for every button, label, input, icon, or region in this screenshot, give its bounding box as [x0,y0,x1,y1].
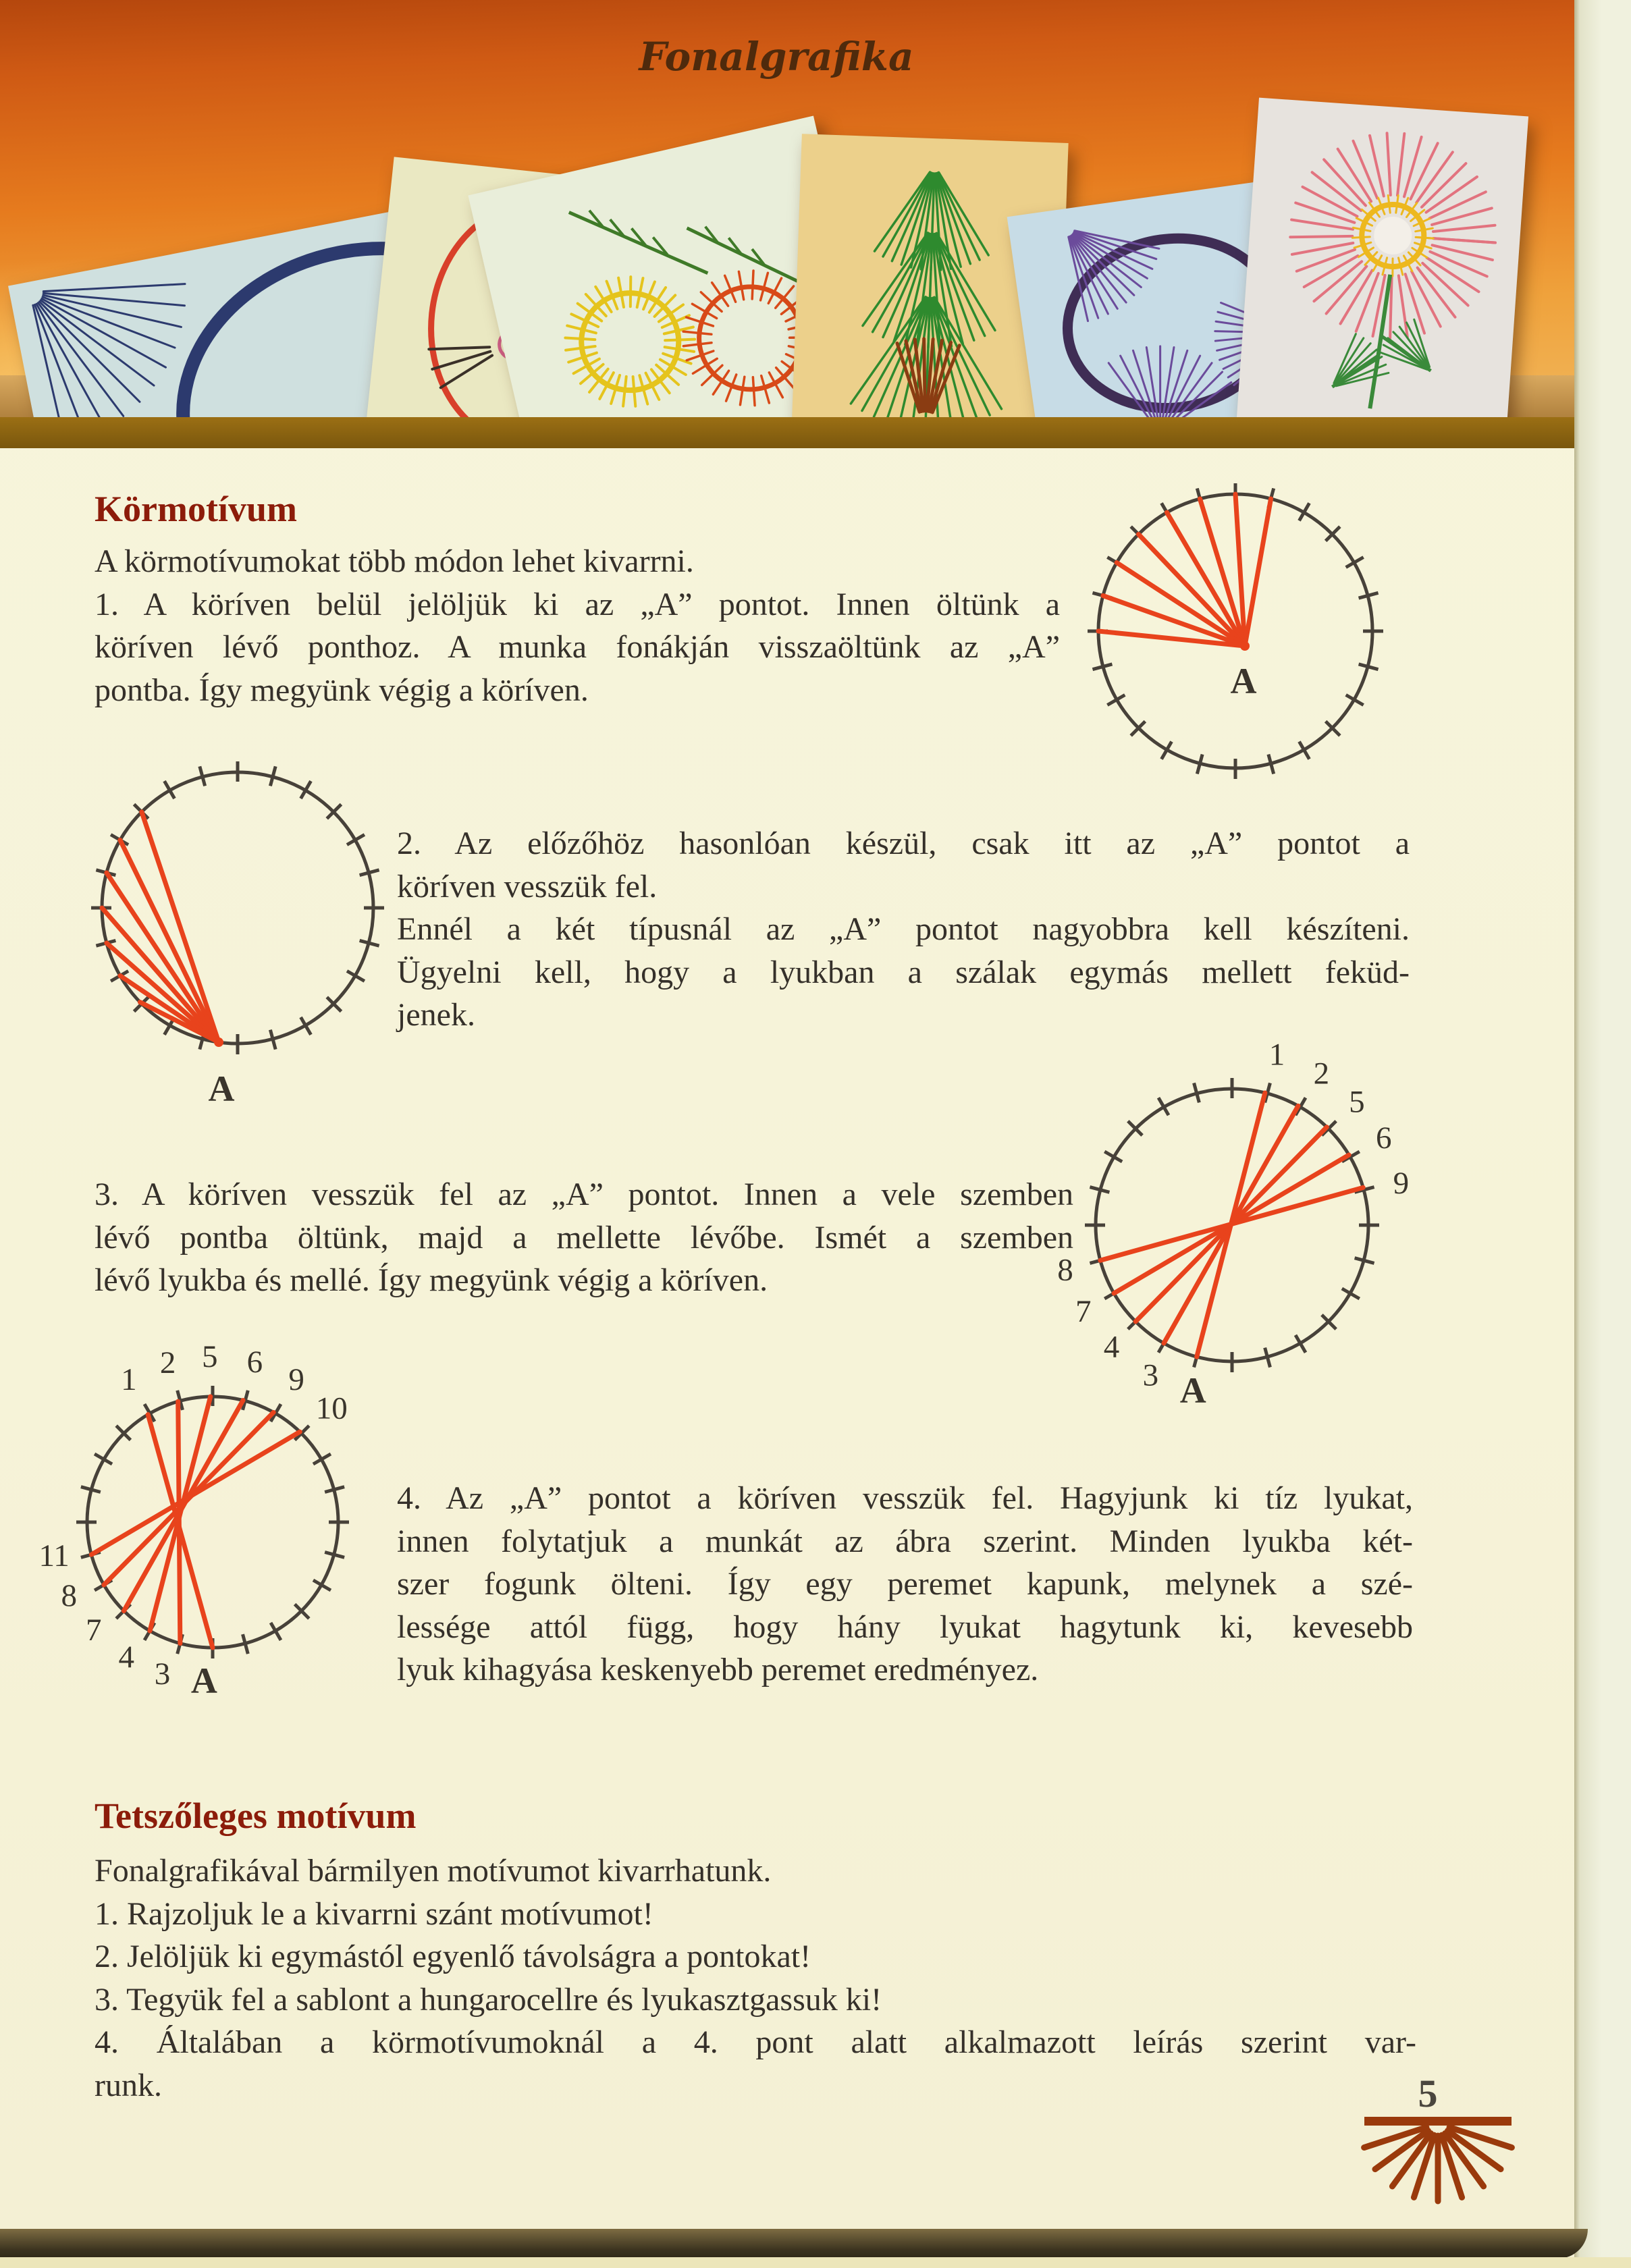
svg-text:3: 3 [154,1656,171,1692]
diagram-rim-point-fan [34,705,441,1114]
svg-text:A: A [208,1069,235,1109]
diagram-skip-ten [20,1329,406,1719]
text-line: köríven vesszük fel. [397,868,658,905]
paragraph-5 [95,1850,1416,2107]
text-line: innen folytatjuk a munkát az ábra szerint. Minden lyukba két- [397,1523,1413,1559]
text-line: lévő lyukba és mellé. Így megyünk végig a köríven. [95,1262,768,1298]
svg-text:9: 9 [288,1362,304,1398]
text-line: pontba. Így megyünk végig a köríven. [95,672,589,708]
page-number: 5 [1418,2072,1438,2115]
text-line: 2. Az előzőhöz hasonlóan készül, csak itt az „A” pontot a [397,826,1410,861]
text-line: lessége attól függ, hogy hány lyukat hagytunk ki, kevesebb [397,1609,1413,1645]
paragraph-4 [397,1477,1413,1692]
svg-text:7: 7 [85,1613,102,1648]
svg-text:1: 1 [1268,1037,1285,1073]
string-art-flower-motif [1237,98,1528,417]
diagram-opposite-stitch [1028,1021,1436,1432]
svg-text:A: A [190,1660,217,1702]
paragraph-1 [95,540,1060,711]
header-photo [0,0,1574,417]
svg-text:2: 2 [159,1345,176,1381]
svg-text:9: 9 [1393,1165,1410,1201]
text-line: köríven lévő ponthoz. A munka fonákján visszaöltünk az „A” [95,629,1060,665]
fan-decoration-icon [1354,2111,1522,2213]
text-line: Ügyelni kell, hogy a lyukban a szálak egymás mellett feküd- [397,954,1410,990]
card-pink-flower [1237,98,1528,417]
svg-text:A: A [1230,661,1257,701]
diagram-inner-point-fan [1031,427,1440,839]
svg-text:8: 8 [1057,1252,1073,1288]
text-line: szer fogunk ölteni. Így egy peremet kapunk, melynek a szé- [397,1566,1413,1602]
svg-text:1: 1 [121,1362,137,1398]
svg-text:7: 7 [1075,1294,1092,1330]
text-line: runk. [95,2067,162,2103]
text-line: lyuk kihagyása keskenyebb peremet eredményez. [397,1652,1039,1688]
text-line: 2. Jelöljük ki egymástól egyenlő távolságra a pontokat! [95,1939,811,1974]
text-line: A körmotívumokat több módon lehet kivarrni. [95,543,694,579]
svg-text:A: A [1179,1370,1206,1411]
page-edge [1574,0,1631,2268]
paragraph-3 [95,1173,1073,1302]
paragraph-2 [397,822,1410,1037]
scan-background [0,2257,1631,2268]
svg-text:10: 10 [315,1390,348,1426]
section-heading-kormotivum: Körmotívum [95,489,297,529]
text-line: 3. A köríven vesszük fel az „A” pontot. Innen a vele szemben [95,1177,1073,1212]
text-line: Ennél a két típusnál az „A” pontot nagyobbra kell készíteni. [397,911,1410,947]
svg-text:4: 4 [118,1640,135,1675]
text-line: 4. Általában a körmotívumoknál a 4. pont alatt alkalmazott leírás szerint var- [95,2024,1416,2060]
svg-text:11: 11 [38,1538,70,1573]
text-line: Fonalgrafikával bármilyen motívumot kivarrhatunk. [95,1853,772,1889]
text-line: 3. Tegyük fel a sablont a hungarocellre és lyukasztgassuk ki! [95,1981,882,2018]
svg-text:6: 6 [246,1344,263,1380]
text-line: 4. Az „A” pontot a köríven vesszük fel. Hagyjunk ki tíz lyukat, [397,1480,1413,1516]
svg-text:5: 5 [202,1339,218,1374]
text-line: 1. A köríven belül jelöljük ki az „A” pontot. Innen öltünk a [95,586,1060,622]
text-line: jenek. [397,997,475,1033]
text-line: lévő pontba öltünk, majd a mellette lévőbe. Ismét a szemben [95,1219,1073,1256]
svg-text:5: 5 [1349,1084,1365,1120]
svg-text:3: 3 [1142,1357,1159,1393]
text-line: 1. Rajzoljuk le a kivarrni szánt motívumot! [95,1895,653,1932]
svg-text:8: 8 [61,1577,77,1613]
page-title: Fonalgrafika [639,34,914,80]
page-bottom-shadow [0,2229,1588,2259]
section-heading-tetszoleges: Tetszőleges motívum [95,1796,417,1836]
svg-text:4: 4 [1103,1329,1120,1365]
svg-text:6: 6 [1376,1120,1392,1156]
svg-text:2: 2 [1313,1056,1330,1091]
